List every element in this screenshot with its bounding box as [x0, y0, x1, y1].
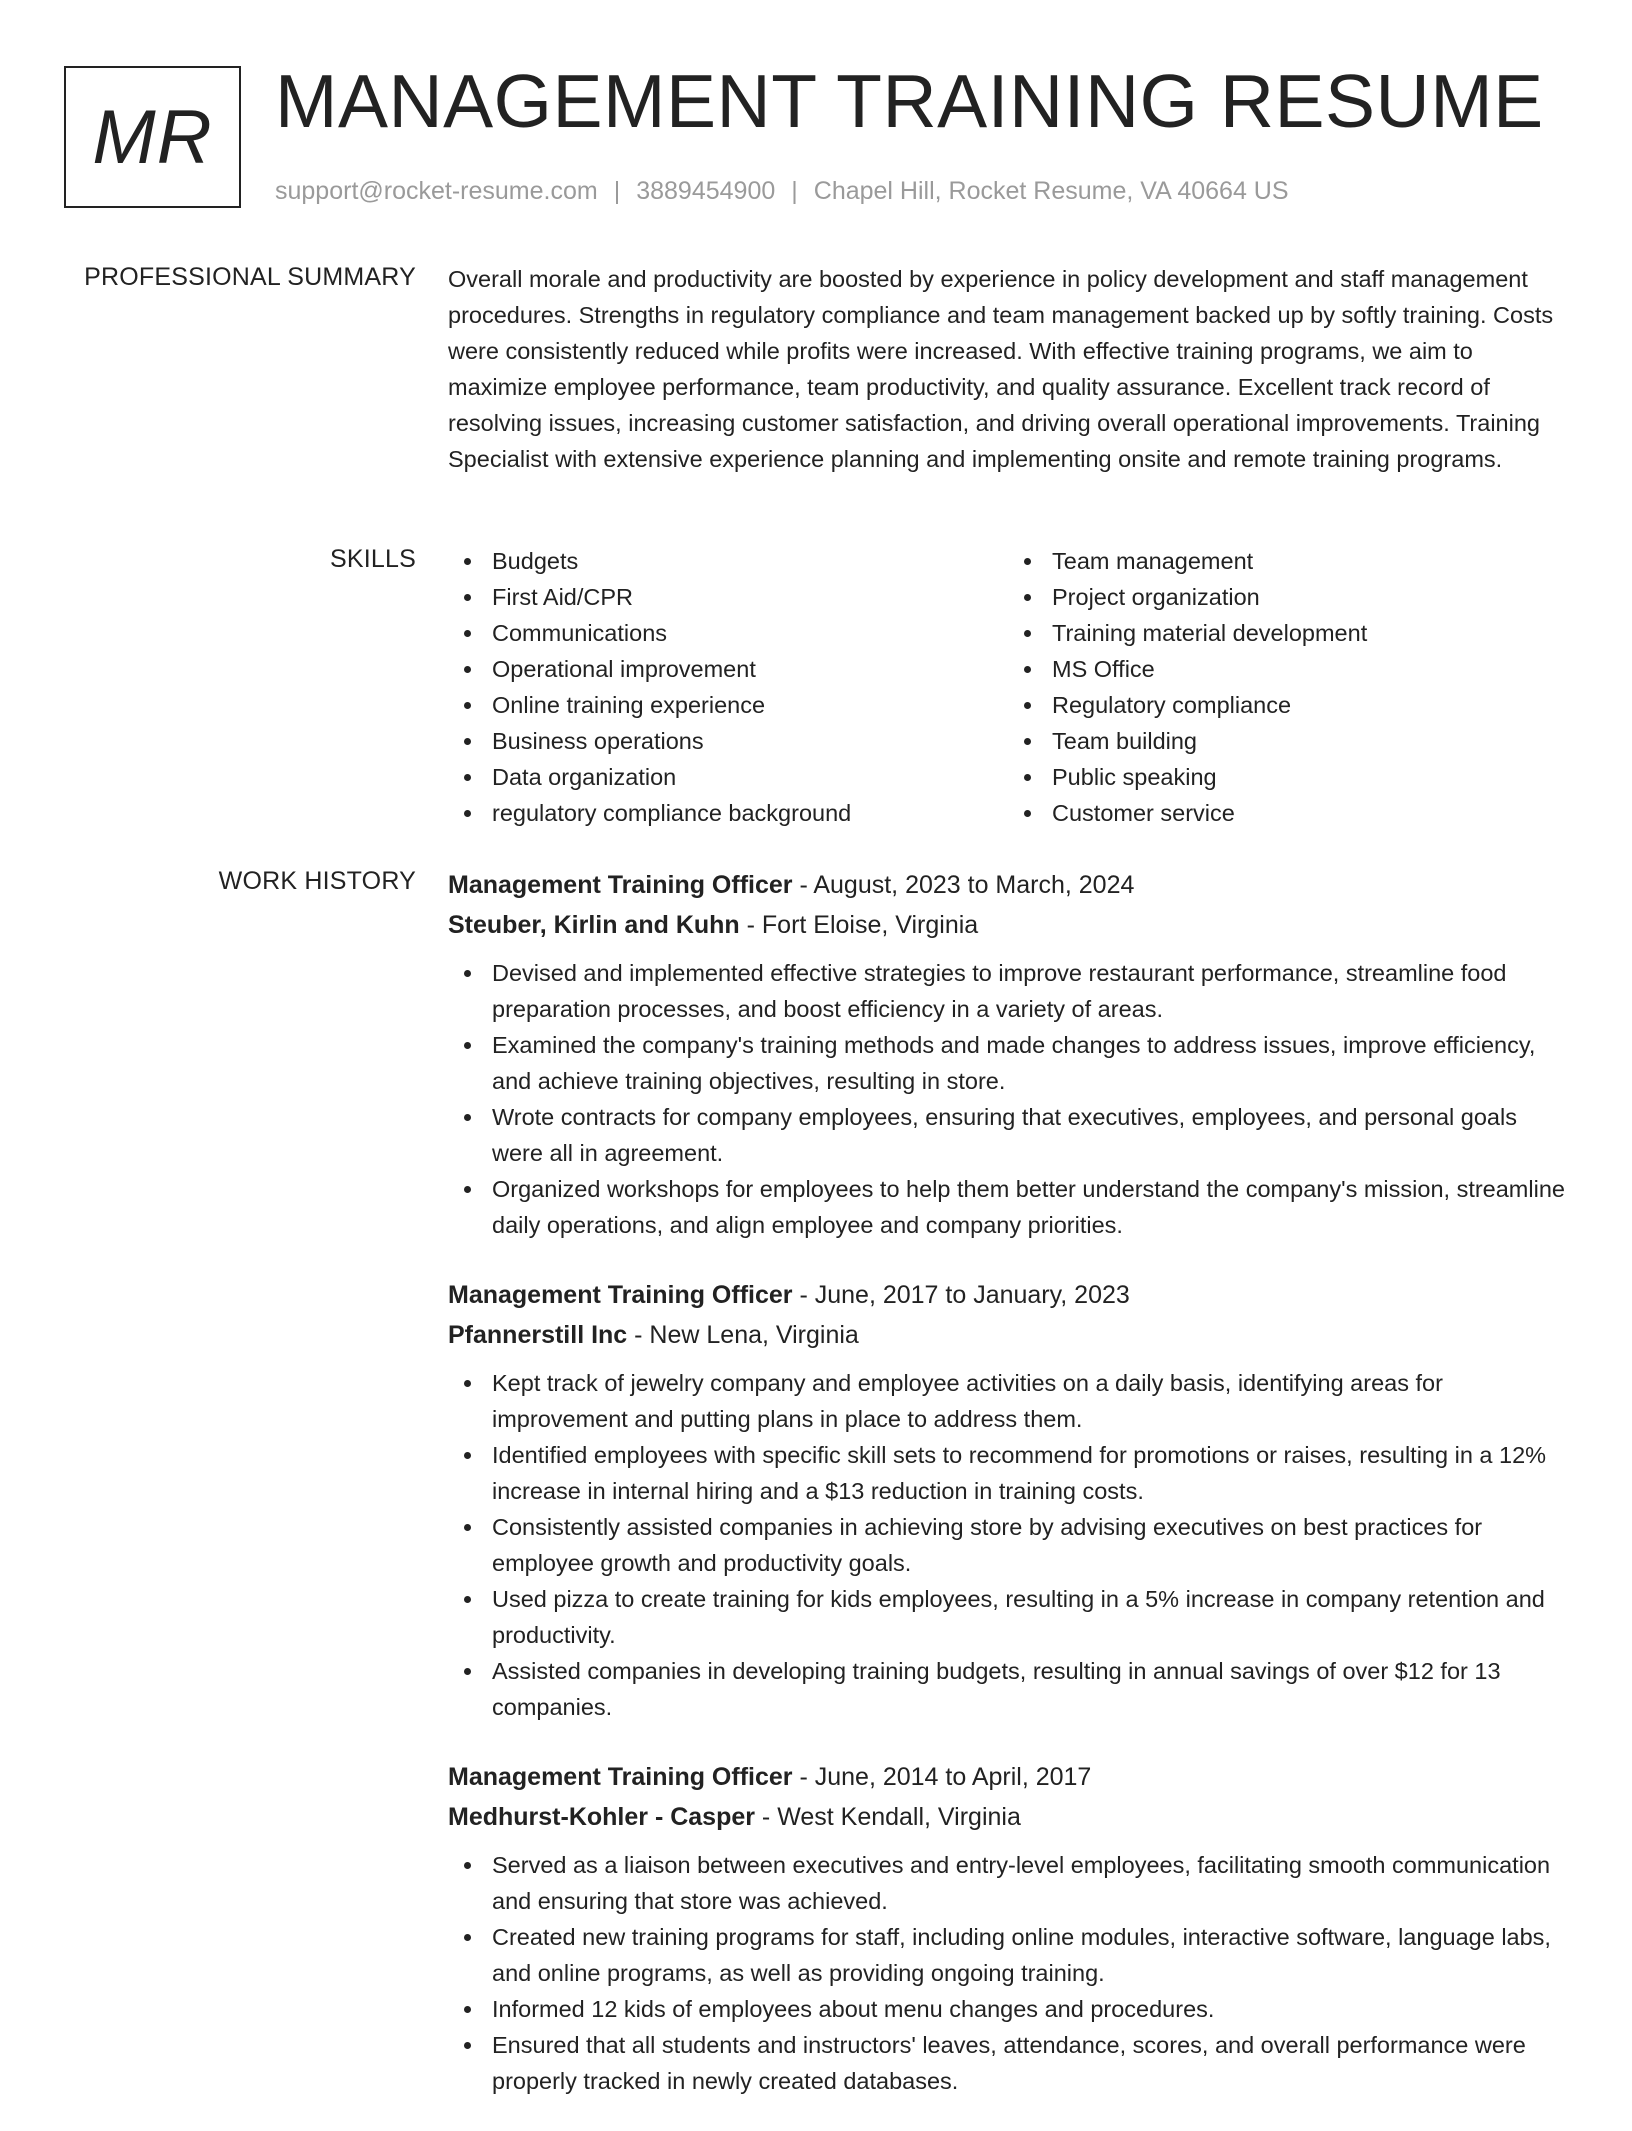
skill-item: MS Office [1052, 651, 1568, 687]
job-bullet: Informed 12 kids of employees about menu changes and procedures. [492, 1991, 1568, 2027]
skills-list-right [1008, 543, 1568, 831]
job-bullet: Served as a liaison between executives and entry-level employees, facilitating smooth communication and ensuring that store was achieved. [492, 1847, 1568, 1919]
work-history-body [448, 865, 1568, 2131]
summary-body [448, 261, 1568, 477]
job-entry [448, 865, 1568, 1243]
job-company: Medhurst-Kohler - Casper [448, 1803, 755, 1831]
skill-item: Customer service [1052, 795, 1568, 831]
section-label-skills: SKILLS [330, 545, 416, 573]
contact-line [275, 176, 1289, 206]
job-title: Management Training Officer [448, 871, 793, 899]
job-bullet: Kept track of jewelry company and employee activities on a daily basis, identifying areas for improvement and putting plans in place to address them. [492, 1365, 1568, 1437]
contact-email[interactable]: support@rocket-resume.com [275, 177, 598, 205]
job-bullet: Created new training programs for staff, including online modules, interactive software, language labs, and online programs, as well as providing ongoing training. [492, 1919, 1568, 1991]
job-location: - Fort Eloise, Virginia [739, 911, 979, 939]
skill-item: Communications [492, 615, 1008, 651]
skill-item: Online training experience [492, 687, 1008, 723]
job-bullet: Examined the company's training methods and made changes to address issues, improve efficiency, and achieve training objectives, resulting in store. [492, 1027, 1568, 1099]
job-company-line [448, 1315, 1568, 1355]
summary-text: Overall morale and productivity are boosted by experience in policy development and staff management procedures. Strengths in regulatory compliance and team management backed up by softly training. Costs were consistently reduced while profits were increased. With effective training programs, we aim to maximize employee performance, team productivity, and quality assurance. Excellent track record of resolving issues, increasing customer satisfaction, and driving overall operational improvements. Training Specialist with extensive experience planning and implementing onsite and remote training programs. [448, 266, 1554, 472]
job-bullet: Used pizza to create training for kids employees, resulting in a 5% increase in company retention and productivity. [492, 1581, 1568, 1653]
skill-item: Business operations [492, 723, 1008, 759]
skills-columns [448, 543, 1568, 831]
section-label-summary: PROFESSIONAL SUMMARY [84, 263, 416, 291]
skill-item: regulatory compliance background [492, 795, 1008, 831]
skill-item: Public speaking [1052, 759, 1568, 795]
job-location: - West Kendall, Virginia [754, 1803, 1021, 1831]
contact-separator: | [791, 177, 798, 205]
resume-title: MANAGEMENT TRAINING RESUME [275, 59, 1544, 143]
job-bullet: Organized workshops for employees to help them better understand the company's mission, streamline daily operations, and align employee and company priorities. [492, 1171, 1568, 1243]
job-title: Management Training Officer [448, 1281, 793, 1309]
skill-item: Data organization [492, 759, 1008, 795]
job-entry [448, 1275, 1568, 1725]
job-bullet: Wrote contracts for company employees, ensuring that executives, employees, and personal goals were all in agreement. [492, 1099, 1568, 1171]
job-bullet: Assisted companies in developing training budgets, resulting in annual savings of over $12 for 13 companies. [492, 1653, 1568, 1725]
section-label-work-history: WORK HISTORY [218, 867, 416, 895]
job-company: Pfannerstill Inc [448, 1321, 628, 1349]
contact-phone[interactable]: 3889454900 [636, 177, 776, 205]
job-title-line [448, 1275, 1568, 1315]
skill-item: Operational improvement [492, 651, 1008, 687]
job-company-line [448, 1797, 1568, 1837]
job-title: Management Training Officer [448, 1763, 793, 1791]
skill-item: Team management [1052, 543, 1568, 579]
job-bullets [448, 1847, 1568, 2099]
job-bullet: Identified employees with specific skill sets to recommend for promotions or raises, resulting in a 12% increase in internal hiring and a $13 reduction in training costs. [492, 1437, 1568, 1509]
skill-item: Team building [1052, 723, 1568, 759]
contact-location: Chapel Hill, Rocket Resume, VA 40664 US [813, 177, 1289, 205]
job-bullets [448, 955, 1568, 1243]
job-dates: - June, 2017 to January, 2023 [792, 1281, 1130, 1309]
skills-body [448, 543, 1568, 831]
skill-item: First Aid/CPR [492, 579, 1008, 615]
skills-list-left [448, 543, 1008, 831]
job-entry [448, 1757, 1568, 2099]
job-company: Steuber, Kirlin and Kuhn [448, 911, 740, 939]
skill-item: Project organization [1052, 579, 1568, 615]
job-company-line [448, 905, 1568, 945]
job-title-line [448, 1757, 1568, 1797]
job-bullet: Consistently assisted companies in achieving store by advising executives on best practices for employee growth and productivity goals. [492, 1509, 1568, 1581]
job-dates: - August, 2023 to March, 2024 [792, 871, 1135, 899]
job-bullets [448, 1365, 1568, 1725]
job-dates: - June, 2014 to April, 2017 [792, 1763, 1092, 1791]
monogram-badge: MR [64, 66, 241, 208]
skill-item: Regulatory compliance [1052, 687, 1568, 723]
contact-separator: | [613, 177, 621, 205]
job-title-line [448, 865, 1568, 905]
job-location: - New Lena, Virginia [627, 1321, 859, 1349]
job-bullet: Devised and implemented effective strategies to improve restaurant performance, streamline food preparation processes, and boost efficiency in a variety of areas. [492, 955, 1568, 1027]
job-bullet: Ensured that all students and instructors' leaves, attendance, scores, and overall performance were properly tracked in newly created databases. [492, 2027, 1568, 2099]
skill-item: Training material development [1052, 615, 1568, 651]
skill-item: Budgets [492, 543, 1008, 579]
